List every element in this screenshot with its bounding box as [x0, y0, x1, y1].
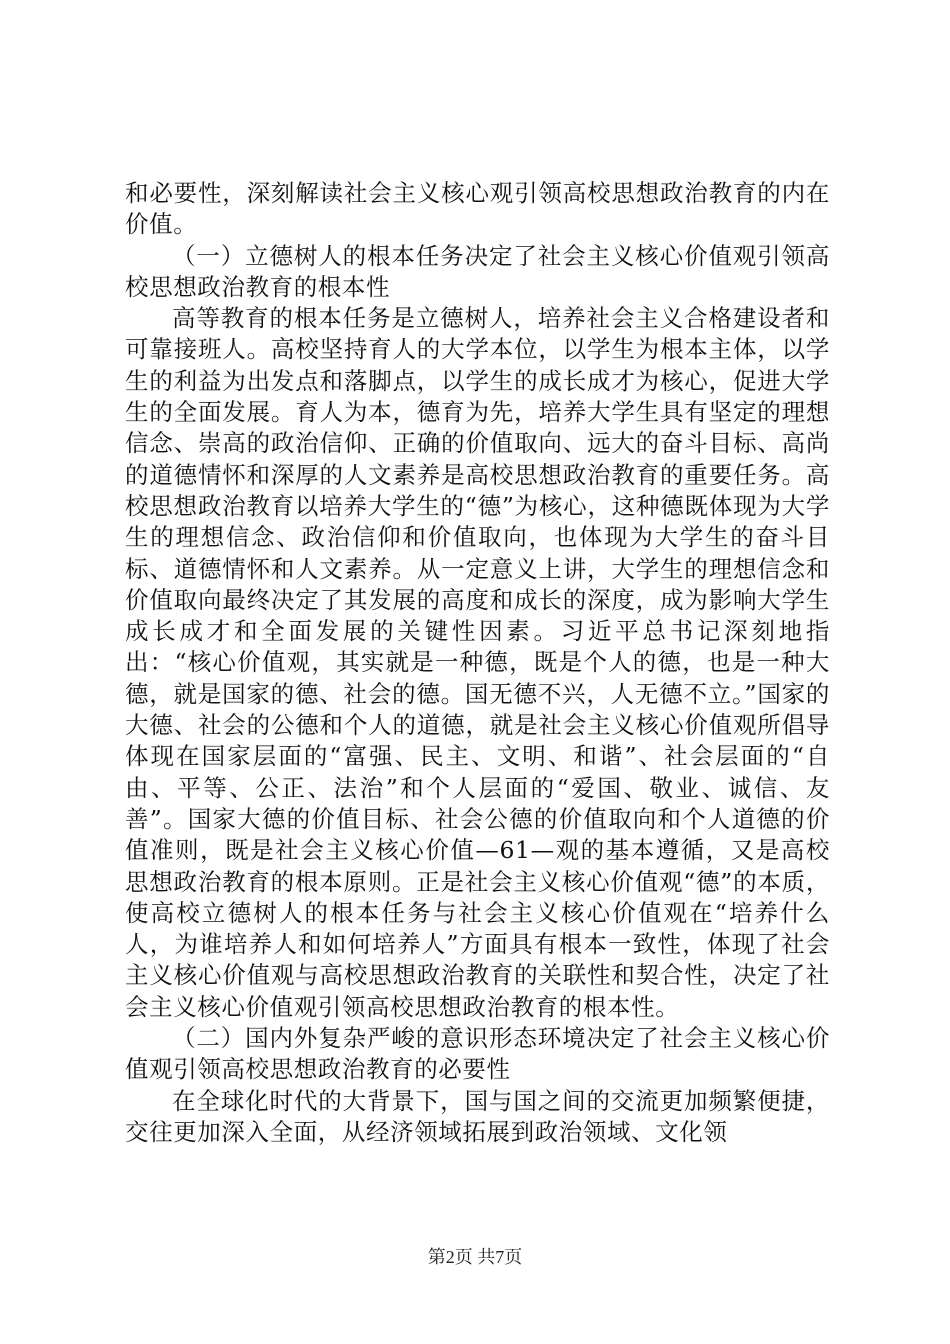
paragraph-continuation: 和必要性，深刻解读社会主义核心观引领高校思想政治教育的内在价值。	[125, 179, 830, 239]
section-heading-two: （二）国内外复杂严峻的意识形态环境决定了社会主义核心价值观引领高校思想政治教育的必要性	[125, 1024, 830, 1084]
paragraph-main: 高等教育的根本任务是立德树人，培养社会主义合格建设者和可靠接班人。高校坚持育人的大学本位，以学生为根本主体，以学生的利益为出发点和落脚点，以学生的成长成才为核心，促进大学生的全面发展。育人为本，德育为先，培养大学生具有坚定的理想信念、崇高的政治信仰、正确的价值取向、远大的奋斗目标、高尚的道德情怀和深厚的人文素养是高校思想政治教育的重要任务。高校思想政治教育以培养大学生的“德”为核心，这种德既体现为大学生的理想信念、政治信仰和价值取向，也体现为大学生的奋斗目标、道德情怀和人文素养。从一定意义上讲，大学生的理想信念和价值取向最终决定了其发展的高度和成长的深度，成为影响大学生成长成才和全面发展的关键性因素。习近平总书记深刻地指出：“核心价值观，其实就是一种德，既是个人的德，也是一种大德，就是国家的德、社会的德。国无德不兴，人无德不立。”国家的大德、社会的公德和个人的道德，就是社会主义核心价值观所倡导体现在国家层面的“富强、民主、文明、和谐”、社会层面的“自由、平等、公正、法治”和个人层面的“爱国、敬业、诚信、友善”。国家大德的价值目标、社会公德的价值取向和个人道德的价值准则，既是社会主义核心价值—61—观的基本遵循，又是高校思想政治教育的根本原则。正是社会主义核心价值观“德”的本质，使高校立德树人的根本任务与社会主义核心价值观在“培养什么人，为谁培养人和如何培养人”方面具有根本一致性，体现了社会主义核心价值观与高校思想政治教育的关联性和契合性，决定了社会主义核心价值观引领高校思想政治教育的根本性。	[125, 304, 830, 1021]
page-number-footer: 第2页 共7页	[427, 1247, 523, 1267]
paragraph-globalization: 在全球化时代的大背景下，国与国之间的交流更加频繁便捷，交往更加深入全面，从经济领域拓展到政治领域、文化领	[125, 1086, 830, 1146]
document-body	[125, 178, 830, 1148]
section-heading-one: （一）立德树人的根本任务决定了社会主义核心价值观引领高校思想政治教育的根本性	[125, 241, 830, 301]
